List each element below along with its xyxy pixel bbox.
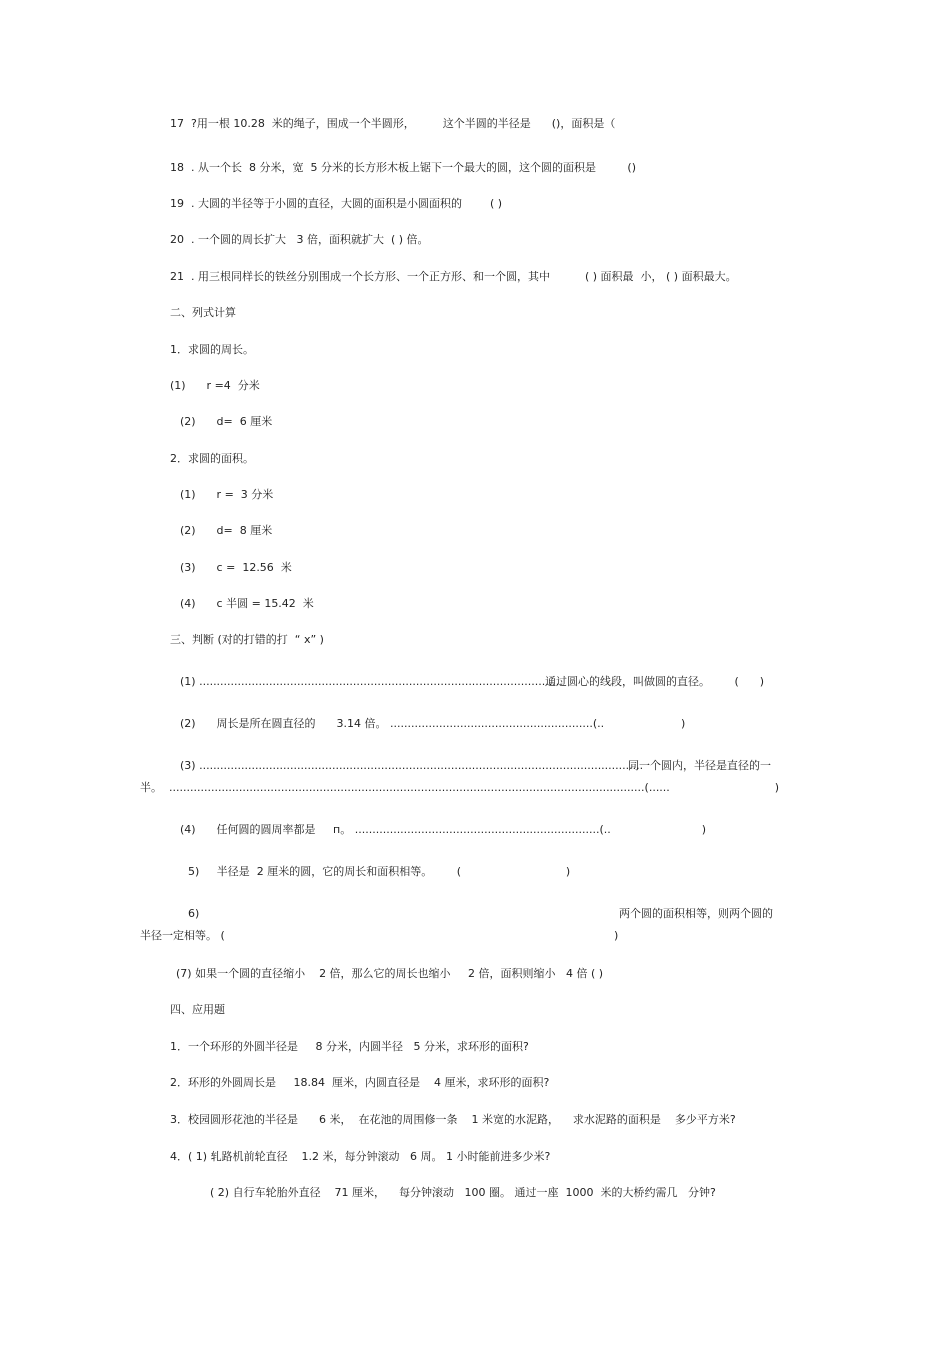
section-2-title: 二、列式计算 [170,306,236,319]
judge-6-cont-left: 半径一定相等。 ( [140,929,225,942]
section-3-title: 三、判断 (对的打错的打 “ x” ) [170,633,324,646]
sub2-item-3: (3) c = 12.56 米 [180,561,292,574]
judge-3-cont: 半。 ........................................................................................................................................(...... ) [140,781,779,794]
sub2-item-4: (4) c 半圆 = 15.42 米 [180,597,314,610]
section-4-title: 四、应用题 [170,1003,225,1016]
sub1-item-1: (1) r =4 分米 [170,379,260,392]
question-18: 18 . 从一个长 8 分米，宽 5 分米的长方形木板上锯下一个最大的圆，这个圆的面积是 () [170,161,637,174]
problem-1: 1．一个环形的外圆半径是 8 分米，内圆半径 5 分米，求环形的面积? [170,1040,529,1053]
judge-1-left: (1) ........................................................................................................ [180,675,563,688]
question-20: 20 . 一个圆的周长扩大 3 倍，面积就扩大 ( ) 倍。 [170,233,429,246]
question-17: 17 ?用一根 10.28 米的绳子，围成一个半圆形， 这个半圆的半径是 ()，面积是（ [170,117,616,130]
sub2-item-2: (2) d= 8 厘米 [180,524,273,537]
judge-4: (4) 任何圆的圆周率都是 п。 ......................................................................(.. ) [180,823,706,836]
judge-6-right: 两个圆的面积相等，则两个圆的 [619,907,773,920]
problem-4b: ( 2) 自行车轮胎外直径 71 厘米， 每分钟滚动 100 圈。 通过一座 1000 米的大桥约需几 分钟? [210,1186,716,1199]
sub1-item-2: (2) d= 6 厘米 [180,415,273,428]
judge-6-cont-right: ) [614,929,619,942]
question-21: 21 . 用三根同样长的铁丝分别围成一个长方形、一个正方形、和一个圆，其中 ( ) 面积最 小， ( ) 面积最大。 [170,270,737,283]
judge-6-left: 6) [188,907,200,920]
problem-2: 2．环形的外圆周长是 18.84 厘米，内圆直径是 4 厘米，求环形的面积? [170,1076,550,1089]
judge-7: (7) 如果一个圆的直径缩小 2 倍，那么它的周长也缩小 2 倍，面积则缩小 4 倍 ( ) [176,967,604,980]
judge-2: (2) 周长是所在圆直径的 3.14 倍。 ..........................................................(.. ) [180,717,686,730]
question-19: 19 . 大圆的半径等于小圆的直径，大圆的面积是小圆面积的 ( ) [170,197,503,210]
judge-3-right: 同一个圆内，半径是直径的一 [628,759,771,772]
problem-4: 4．( 1) 轧路机前轮直径 1.2 米，每分钟滚动 6 周。 1 小时能前进多少米? [170,1150,551,1163]
section-2-sub1: 1．求圆的周长。 [170,343,254,356]
problem-3: 3．校园圆形花池的半径是 6 米， 在花池的周围修一条 1 米宽的水泥路， 求水泥路的面积是 多少平方米? [170,1113,736,1126]
sub2-item-1: (1) r = 3 分米 [180,488,274,501]
judge-3-left: (3) ............................................................................................................................... [180,759,644,772]
judge-1-right: 通过圆心的线段，叫做圆的直径。 ( ) [545,675,765,688]
section-2-sub2: 2．求圆的面积。 [170,452,254,465]
judge-5: 5) 半径是 2 厘米的圆，它的周长和面积相等。 ( ) [188,865,571,878]
